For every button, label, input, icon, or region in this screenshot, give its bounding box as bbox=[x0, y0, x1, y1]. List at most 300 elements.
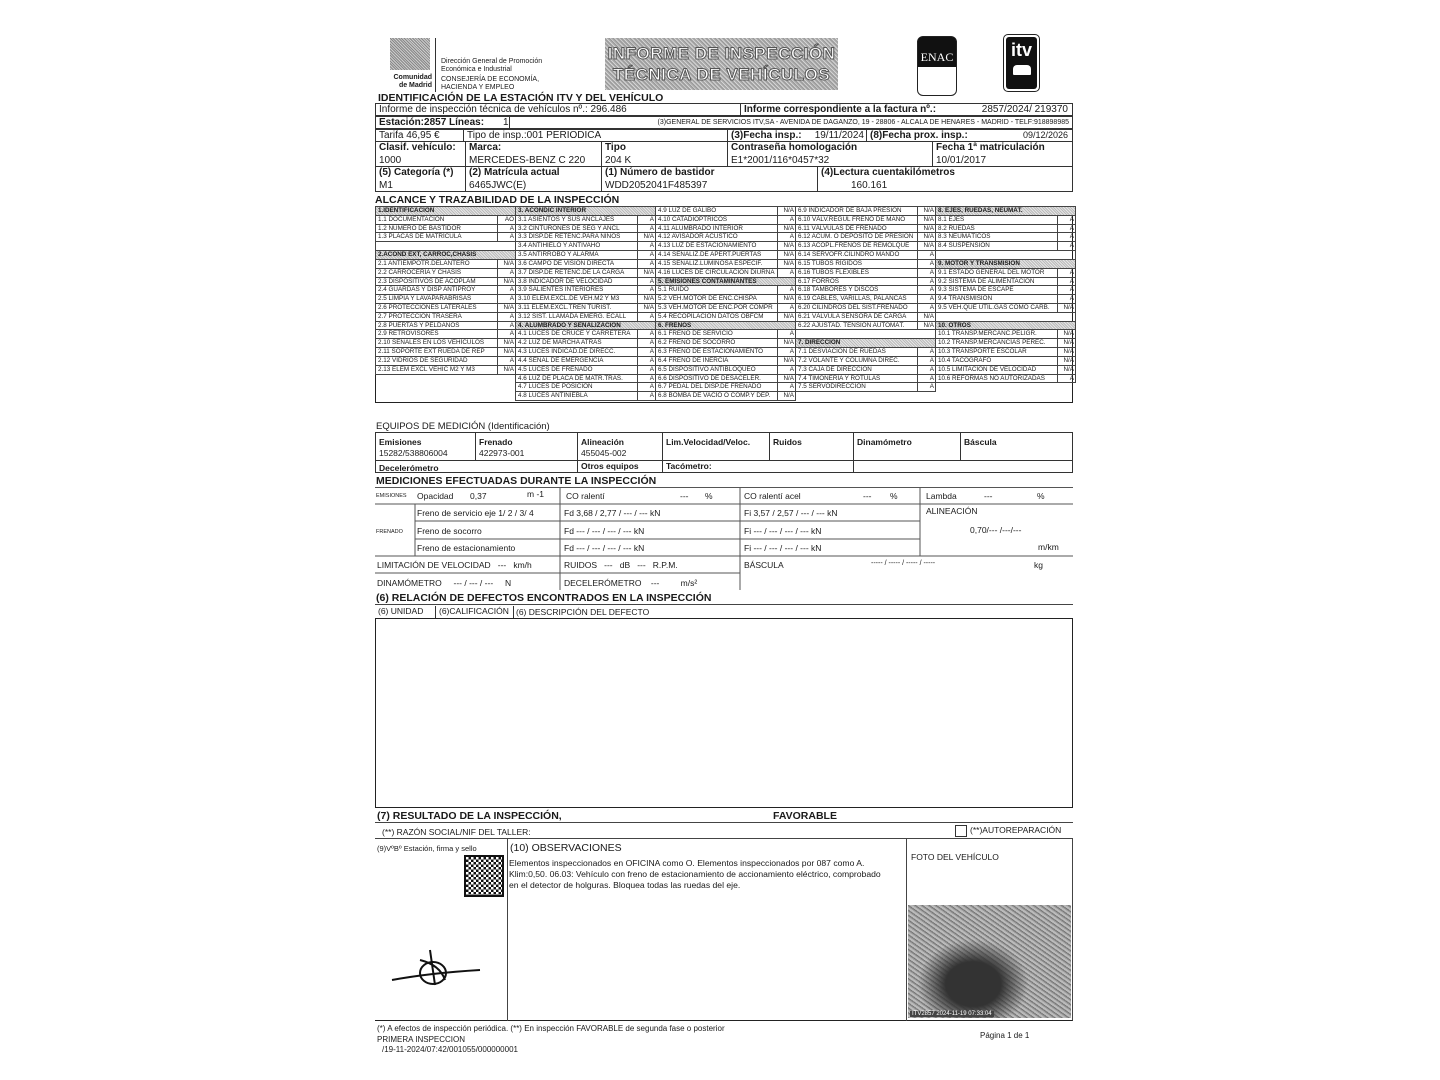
scope-item-result: A bbox=[777, 304, 794, 312]
scope-item-result: N/A bbox=[777, 225, 794, 233]
scope-item-label: 9.3 SISTEMA DE ESCAPE bbox=[938, 286, 1014, 294]
scope-item-label: 4.4 SEÑAL DE EMERGENCIA bbox=[518, 356, 604, 364]
equip-alineacion bbox=[577, 432, 663, 461]
scope-item-result: N/A bbox=[637, 269, 654, 277]
scope-item-result: A bbox=[917, 366, 934, 374]
scope-item-label: 8.1 EJES bbox=[938, 215, 965, 223]
matricula-label: (2) Matrícula actual bbox=[469, 167, 560, 178]
scope-item-label: 8.2 RUEDAS bbox=[938, 224, 975, 232]
scope-item-result: A bbox=[637, 225, 654, 233]
scope-item-label: 6.2 FRENO DE SOCORRO bbox=[658, 339, 736, 347]
equip-decelerometro: Decelerómetro bbox=[375, 460, 578, 473]
scope-item-result: A bbox=[777, 383, 794, 391]
scope-item-result: N/A bbox=[497, 278, 514, 286]
scope-item-label: 6.14 SERVOFR.CILINDRO MANDO bbox=[798, 251, 900, 259]
scope-item-result: A bbox=[917, 278, 934, 286]
scope-item-result: N/A bbox=[497, 366, 514, 374]
scope-item-label: 7.2 VOLANTE Y COLUMNA DIREC. bbox=[798, 356, 900, 364]
scope-item-label: 6.4 FRENO DE INERCIA bbox=[658, 356, 729, 364]
scope-item-label: 2.5 LIMPIA Y LAVAPARABRISAS bbox=[378, 295, 472, 303]
scope-item-label: 9.2 SISTEMA DE ALIMENTACIÓN bbox=[938, 277, 1035, 285]
scope-item-label: 4.15 SEÑALIZ.LUMINOSA ESPECIF. bbox=[658, 259, 763, 267]
result-label: (7) RESULTADO DE LA INSPECCIÓN, bbox=[377, 810, 562, 822]
scope-item-label: 4.5 LUCES DE FRENADO bbox=[518, 365, 593, 373]
scope-item bbox=[935, 374, 1076, 384]
scope-item-label: 9. MOTOR Y TRANSMISIÓN bbox=[938, 259, 1020, 267]
scope-item-result: A bbox=[497, 313, 514, 321]
equip-dinamometro bbox=[853, 432, 961, 461]
bascula-value: ----- / ----- / ----- / ----- bbox=[871, 560, 936, 567]
lambda-label: Lambda bbox=[926, 491, 957, 501]
scope-item-result: A bbox=[777, 330, 794, 338]
scope-item-label: 6.19 CABLES, VARILLAS, PALANCAS bbox=[798, 295, 907, 303]
scope-item-label: 2.12 VIDRIOS DE SEGURIDAD bbox=[378, 356, 468, 364]
scope-item-label: 5.1 RUIDO bbox=[658, 286, 689, 294]
scope-item-label: 5. EMISIONES CONTAMINANTES bbox=[658, 277, 757, 285]
scope-item bbox=[795, 382, 936, 392]
scope-item-label: 6.13 ACOPL.FRENOS DE REMOLQUE bbox=[798, 242, 910, 250]
scope-item-result: N/A bbox=[777, 392, 794, 400]
bastidor-cell bbox=[601, 166, 818, 192]
scope-item-result: A bbox=[637, 286, 654, 294]
scope-item-label: 3.3 DISP.DE RETENC.PARA NIÑOS bbox=[518, 233, 621, 241]
fd-socorro: Fd --- / --- / --- / --- kN bbox=[564, 526, 645, 536]
scope-item-label: 6.10 VÁLV.REGUL FRENO DE MANO bbox=[798, 215, 906, 223]
scope-item-label: 10.5 LIMITACIÓN DE VELOCIDAD bbox=[938, 365, 1037, 373]
scope-item-label: 6.12 ACUM. O DEPÓSITO DE PRESIÓN bbox=[798, 233, 914, 241]
scope-item-result: A bbox=[637, 366, 654, 374]
marca-value: MERCEDES-BENZ C 220 bbox=[469, 155, 586, 166]
scope-item-label: 6.16 TUBOS FLEXIBLES bbox=[798, 268, 869, 276]
measurements-grid bbox=[375, 487, 1073, 590]
org-line: HACIENDA Y EMPLEO bbox=[441, 84, 515, 91]
qr-code-icon bbox=[466, 857, 502, 895]
fi-servicio: Fi 3,57 / 2,57 / --- / --- kN bbox=[744, 508, 838, 518]
scope-item-result: A bbox=[497, 322, 514, 330]
scope-item-result: N/A bbox=[777, 207, 794, 215]
scope-item-label: 6.6 DISPOSITIVO DE DESACELER. bbox=[658, 374, 761, 382]
scope-item-label: 3.9 SALIENTES INTERIORES bbox=[518, 286, 604, 294]
scope-item-label: 3.8 INDICADOR DE VELOCIDAD bbox=[518, 277, 613, 285]
scope-item-label: 4.13 LUZ DE ESTACIONAMIENTO bbox=[658, 242, 757, 250]
decelerometro: DECELERÓMETRO --- m/s² bbox=[564, 578, 698, 588]
scope-item-label: 6.9 INDICADOR DE BAJA PRESIÓN bbox=[798, 207, 902, 214]
scope-item-result: A bbox=[917, 383, 934, 391]
scope-item-label: 3.2 CINTURONES DE SEG Y ANCL bbox=[518, 224, 620, 232]
emisiones-tag: EMISIONES bbox=[376, 493, 407, 499]
report-number: Informe de inspección técnica de vehículos nº.: 296.486 bbox=[375, 103, 741, 116]
invoice-value: 2857/2024/ 219370 bbox=[981, 104, 1068, 115]
scope-item-label: 6.11 VÁLVULAS DE FRENADO bbox=[798, 224, 887, 232]
scope-item-result: A bbox=[777, 286, 794, 294]
scope-item-result: A bbox=[637, 339, 654, 347]
scope-item-label: 10.2 TRANSP.MERCANCÍAS PEREC. bbox=[938, 339, 1046, 347]
station-label: Estación:2857 Líneas: bbox=[375, 116, 510, 129]
scope-item-result: A bbox=[1057, 375, 1074, 383]
org-line: Dirección General de Promoción bbox=[441, 58, 543, 65]
scope-item-label: 4.1 LUCES DE CRUCE Y CARRETERA bbox=[518, 330, 631, 338]
co-ralenti-label: CO ralentí bbox=[566, 491, 605, 501]
scope-item-label: 2.10 SEÑALES EN LOS VEHÍCULOS bbox=[378, 339, 485, 347]
scope-item-label: 3.4 ANTIHIELO Y ANTIVAHO bbox=[518, 242, 601, 250]
vehicle-photo bbox=[908, 905, 1071, 1018]
scope-item-result: A bbox=[917, 269, 934, 277]
scope-item-result: N/A bbox=[777, 251, 794, 259]
scope-item-result: A bbox=[497, 330, 514, 338]
station-lines: 1 bbox=[503, 117, 509, 128]
equip-frenado bbox=[475, 432, 578, 461]
scope-item-label: 4.8 LUCES ANTINIEBLA bbox=[518, 392, 588, 400]
scope-item-result: A bbox=[1057, 233, 1074, 241]
org-text bbox=[441, 58, 542, 92]
equip-emisiones-label: Emisiones bbox=[379, 437, 422, 447]
observations-title: (10) OBSERVACIONES bbox=[510, 842, 622, 854]
scope-item-result: N/A bbox=[1057, 357, 1074, 365]
tipo-label: Tipo bbox=[605, 142, 626, 153]
freno-servicio-label: Freno de servicio eje 1/ 2 / 3/ 4 bbox=[417, 508, 534, 518]
scope-item-result: A bbox=[917, 348, 934, 356]
scope-item-result: N/A bbox=[1057, 304, 1074, 312]
scope-item-result: A bbox=[1057, 286, 1074, 294]
scope-item-result: N/A bbox=[777, 242, 794, 250]
scope-item-result: N/A bbox=[497, 339, 514, 347]
scope-item-label: 4.12 AVISADOR ACÚSTICO bbox=[658, 233, 738, 241]
invoice-label: Informe correspondiente a la factura nº.: bbox=[740, 103, 1073, 116]
scope-item-label: 3.5 ANTIRROBO Y ALARMA bbox=[518, 251, 599, 259]
lambda-value: --- bbox=[984, 491, 993, 501]
homologacion-value: E1*2001/116*0457*32 bbox=[731, 155, 830, 166]
scope-item-result: A bbox=[497, 233, 514, 241]
scope-item-label: 5.2 VEH.MOTOR DE ENC.CHISPA bbox=[658, 295, 757, 303]
scope-item-result: A bbox=[637, 330, 654, 338]
scope-item-result: A bbox=[637, 375, 654, 383]
clasificacion-cell bbox=[375, 141, 466, 167]
scope-item-result: A bbox=[497, 357, 514, 365]
scope-item-result: N/A bbox=[917, 225, 934, 233]
scope-item-label: 10.4 TACÓGRAFO bbox=[938, 356, 992, 364]
scope-item-result: N/A bbox=[777, 295, 794, 303]
scope-item-label: 3.7 DISP.DE RETENC.DE LA CARGA bbox=[518, 268, 625, 276]
ruidos: RUIDOS --- dB --- R.P.M. bbox=[564, 560, 678, 570]
tipo-value: 204 K bbox=[605, 155, 632, 166]
scope-item-result: A bbox=[637, 216, 654, 224]
page-number: Página 1 de 1 bbox=[980, 1031, 1030, 1040]
scope-item-label: 6.15 TUBOS RÍGIDOS bbox=[798, 259, 862, 267]
document-title-banner bbox=[605, 38, 838, 90]
fecha-inspeccion-label: (3)Fecha insp.: bbox=[731, 130, 802, 141]
scope-item-label: 5.4 RECOPILACIÓN DATOS OBFCM bbox=[658, 312, 764, 320]
freno-estac-label: Freno de estacionamiento bbox=[417, 543, 516, 553]
scope-item-result: A bbox=[637, 383, 654, 391]
scope-item-label: 1.1 DOCUMENTACIÓN bbox=[378, 215, 445, 223]
scope-item-result: N/A bbox=[1057, 366, 1074, 374]
scope-item-label: 6.20 CILINDROS DEL SIST.FRENADO bbox=[798, 304, 908, 311]
co-acel-value: --- bbox=[863, 491, 872, 501]
scope-item-label: 4.6 LUZ DE PLACA DE MATR.TRAS. bbox=[518, 374, 623, 382]
scope-item-result: N/A bbox=[917, 322, 934, 330]
freno-socorro-label: Freno de socorro bbox=[417, 526, 482, 536]
scope-item-result: N/A bbox=[1057, 348, 1074, 356]
enac-logo-text: ENAC bbox=[918, 37, 956, 67]
equip-bascula bbox=[960, 432, 1073, 461]
equip-frenado-label: Frenado bbox=[479, 437, 513, 447]
scope-item-label: 7.1 DESVIACIÓN DE RUEDAS bbox=[798, 348, 886, 356]
scope-item-result: N/A bbox=[497, 348, 514, 356]
taller-label: (**) RAZÓN SOCIAL/NIF DEL TALLER: bbox=[382, 827, 531, 837]
obs-divider-right bbox=[906, 838, 907, 1021]
scope-item-result: AO bbox=[497, 216, 514, 224]
scope-item-result: A bbox=[1057, 216, 1074, 224]
categoria-cell bbox=[375, 166, 466, 192]
scope-item-result: N/A bbox=[777, 357, 794, 365]
result-value: FAVORABLE bbox=[773, 810, 837, 822]
tipo-cell bbox=[601, 141, 728, 167]
co-ralenti-unit: % bbox=[705, 491, 713, 501]
fi-estac: Fi --- / --- / --- / --- kN bbox=[744, 543, 822, 553]
scope-item-label: 6.17 FORROS bbox=[798, 277, 839, 285]
fecha-inspeccion: 19/11/2024 bbox=[814, 130, 864, 141]
equip-ruidos-label: Ruidos bbox=[773, 437, 802, 447]
scope-item-result: A bbox=[777, 269, 794, 277]
fi-socorro: Fi --- / --- / --- / --- kN bbox=[744, 526, 822, 536]
equip-alineacion-label: Alineación bbox=[581, 437, 624, 447]
comunidad-madrid-logo bbox=[390, 38, 430, 70]
scope-item-result: A bbox=[1057, 242, 1074, 250]
scope-item-label: 6.8 BOMBA DE VACÍO O COMP.Y DEP. bbox=[658, 392, 771, 400]
scope-item-label: 4.14 SEÑALIZ.DE APERT.PUERTAS bbox=[658, 251, 762, 259]
equip-blank bbox=[853, 460, 1073, 473]
fd-servicio: Fd 3,68 / 2,77 / --- / --- kN bbox=[564, 508, 661, 518]
scope-item bbox=[655, 391, 796, 401]
scope-item-label: 3.11 ELEM.EXCL.TREN TURIST. bbox=[518, 304, 612, 311]
scope-item-label: 4.2 LUZ DE MARCHA ATRAS bbox=[518, 339, 602, 347]
scope-item-result: A bbox=[917, 375, 934, 383]
alineacion-value: 0,70/--- /---/--- bbox=[970, 525, 1022, 535]
scope-item-label: 2.6 PROTECCIONES LATERALES bbox=[378, 304, 477, 311]
clasificacion-label: Clasif. vehículo: bbox=[379, 142, 456, 153]
scope-item-label: 8. EJES, RUEDAS, NEUMÁT. bbox=[938, 207, 1023, 214]
enac-logo bbox=[917, 36, 957, 96]
scope-item-label: 3. ACONDIC INTERIOR bbox=[518, 207, 586, 214]
obs-divider-left bbox=[507, 838, 508, 1021]
scope-item-result: A bbox=[497, 225, 514, 233]
scope-item-label: 2.ACOND EXT, CARROC,CHASIS bbox=[378, 251, 477, 259]
scope-item-label: 4. ALUMBRADO Y SEÑALIZACIÓN bbox=[518, 321, 621, 329]
scope-item-label: 7.4 TIMONERÍA Y RÓTULAS bbox=[798, 374, 881, 382]
lambda-unit: % bbox=[1037, 491, 1045, 501]
scope-item-label: 2.7 PROTECCIÓN TRASERA bbox=[378, 312, 462, 320]
equip-frenado-value: 422973-001 bbox=[479, 448, 525, 458]
document-title-line1: INFORME DE INSPECCIÓN bbox=[607, 44, 836, 63]
tarifa: Tarifa 46,95 € bbox=[375, 129, 464, 142]
scope-item-result: N/A bbox=[777, 260, 794, 268]
autoreparacion-label: (**)AUTOREPARACIÓN bbox=[970, 825, 1062, 835]
scope-table bbox=[375, 206, 1073, 403]
dinamometro: DINAMÓMETRO --- / --- / --- N bbox=[377, 578, 512, 588]
observation-line: Klim:0,50. 06.03: Vehículo con freno de estacionamiento de accionamiento eléctrico, comprobado bbox=[509, 869, 881, 879]
scope-item-label: 10.1 TRANSP.MERCANC.PELIGR. bbox=[938, 330, 1037, 338]
measurements-grid-lines bbox=[375, 487, 1073, 590]
scope-item bbox=[515, 391, 656, 401]
defects-col-calificacion: (6)CALIFICACIÓN bbox=[435, 606, 514, 619]
scope-item-label: 2.11 SOPORTE EXT RUEDA DE REP bbox=[378, 348, 485, 356]
scope-item-label: 3.10 ELEM.EXCL.DE VEH.M2 Y M3 bbox=[518, 295, 620, 303]
scope-item-label: 9.4 TRANSMISIÓN bbox=[938, 295, 993, 303]
equip-limvel-label: Lim.Velocidad/Veloc. bbox=[666, 437, 751, 447]
kilometros-value: 160.161 bbox=[851, 180, 888, 191]
logo-divider bbox=[435, 38, 436, 92]
scope-item-label: 10.6 REFORMAS NO AUTORIZADAS bbox=[938, 374, 1045, 382]
scope-item-result: A bbox=[1057, 269, 1074, 277]
scope-item-label: 2.1 ANTIEMPOTR.DELANTERO bbox=[378, 259, 470, 267]
scope-item-label: 6.1 FRENO DE SERVICIO bbox=[658, 330, 733, 338]
bascula-label: BÁSCULA bbox=[744, 560, 784, 570]
scope-item-label: 6.5 DISPOSITIVO ANTIBLOQUEO bbox=[658, 365, 756, 373]
alineacion-unit: m/km bbox=[1038, 542, 1059, 552]
scope-item-result: A bbox=[917, 251, 934, 259]
scope-item-label: 7. DIRECCIÓN bbox=[798, 339, 841, 347]
marca-cell bbox=[465, 141, 602, 167]
scope-item-label: 6.22 AJUSTAD. TENSIÓN AUTOMÁT. bbox=[798, 321, 905, 329]
scope-item-result: N/A bbox=[917, 207, 934, 215]
bastidor-label: (1) Número de bastidor bbox=[605, 167, 715, 178]
observations-text bbox=[509, 858, 881, 891]
scope-item-label: 2.9 RETROVISORES bbox=[378, 330, 439, 338]
scope-item-result: N/A bbox=[637, 233, 654, 241]
signature-icon bbox=[390, 945, 490, 990]
scope-item-result: A bbox=[777, 216, 794, 224]
scope-item-label: 6.18 TAMBORES Y DISCOS bbox=[798, 286, 879, 294]
scope-item-label: 6.3 FRENO DE ESTACIONAMIENTO bbox=[658, 348, 764, 356]
car-icon bbox=[1013, 65, 1031, 75]
scope-item-label: 10.3 TRANSPORTE ESCOLAR bbox=[938, 348, 1027, 356]
categoria-value: M1 bbox=[379, 180, 393, 191]
defects-col-descripcion: (6) DESCRIPCIÓN DEL DEFECTO bbox=[516, 607, 650, 617]
station-address: (3)GENERAL DE SERVICIOS ITV,SA - AVENIDA DE DAGANZO, 19 - 28806 - ALCALA DE HENARES - MADRID - TELF:918898985 bbox=[509, 116, 1073, 129]
scope-item-label: 2.3 DISPOSITIVOS DE ACOPLAM bbox=[378, 277, 476, 285]
scope-item-label: 8.3 NEUMÁTICOS bbox=[938, 233, 991, 241]
scope-item-label: 4.3 LUCES INDICAD.DE DIRECC. bbox=[518, 348, 616, 356]
scope-item-result: A bbox=[497, 269, 514, 277]
scope-item-result: A bbox=[637, 357, 654, 365]
equip-ruidos bbox=[769, 432, 854, 461]
comunidad-madrid-label: Comunidad de Madrid bbox=[393, 74, 432, 89]
scope-item-label: 2.13 ELEM EXCL VEHIC M2 Y M3 bbox=[378, 365, 475, 373]
equip-otros: Otros equipos bbox=[577, 460, 663, 473]
scope-item-label: 4.11 ALUMBRADO INTERIOR bbox=[658, 224, 743, 232]
homologacion-cell bbox=[727, 141, 933, 167]
scope-item-label: 9.1 ESTADO GENERAL DEL MOTOR bbox=[938, 268, 1045, 276]
alineacion-label: ALINEACIÓN bbox=[926, 506, 978, 516]
autoreparacion-checkbox[interactable] bbox=[955, 825, 967, 837]
kilometros-cell bbox=[817, 166, 1073, 192]
scope-item-result: A bbox=[637, 260, 654, 268]
scope-item-result: A bbox=[637, 392, 654, 400]
equip-bascula-label: Báscula bbox=[964, 437, 997, 447]
scope-item-result: A bbox=[777, 366, 794, 374]
fecha-matriculacion-value: 10/01/2017 bbox=[936, 155, 987, 166]
homologacion-label: Contraseña homologación bbox=[731, 142, 858, 153]
scope-item-result: A bbox=[917, 286, 934, 294]
opacidad-value: 0,37 bbox=[470, 491, 487, 501]
matricula-cell bbox=[465, 166, 602, 192]
scope-item-label: 7.5 SERVODIRECCIÓN bbox=[798, 383, 866, 391]
bascula-unit: kg bbox=[1034, 560, 1043, 570]
scope-item-label: 6. FRENOS bbox=[658, 321, 692, 329]
scope-item-result: A bbox=[1057, 278, 1074, 286]
scope-item-label: 6.7 PEDAL DEL DISP.DE FRENADO bbox=[658, 383, 762, 391]
scope-item-result: A bbox=[777, 233, 794, 241]
scope-item-result: A bbox=[777, 348, 794, 356]
bastidor-value: WDD2052041F485397 bbox=[605, 180, 708, 191]
fecha-proxima: 09/12/2026 bbox=[1022, 130, 1068, 140]
scope-item-result: N/A bbox=[497, 304, 514, 312]
equip-emisiones-value: 15282/538806004 bbox=[379, 448, 448, 458]
scope-item-label: 3.6 CAMPO DE VISIÓN DIRECTA bbox=[518, 259, 615, 267]
defects-box bbox=[375, 618, 1073, 808]
scope-item-label: 2.2 CARROCERÍA Y CHASIS bbox=[378, 268, 462, 276]
scope-item-result: N/A bbox=[637, 295, 654, 303]
fecha-matriculacion-label: Fecha 1ª matriculación bbox=[936, 142, 1045, 153]
scope-item-label: 3.12 SIST. LLAMADA EMERG. ECALL bbox=[518, 312, 627, 320]
scope-item-label: 3.1 ASIENTOS Y SUS ANCLAJES bbox=[518, 215, 615, 223]
scope-item-label: 4.10 CATADIÓPTRICOS bbox=[658, 215, 728, 223]
scope-item-label: 4.9 LUZ DE GÁLIBO bbox=[658, 207, 717, 214]
scope-item-label: 1.IDENTIFICACIÓN bbox=[378, 207, 435, 214]
scope-item-result: A bbox=[917, 260, 934, 268]
scope-item-result: A bbox=[637, 278, 654, 286]
frenado-tag: FRENADO bbox=[376, 529, 403, 535]
scope-title: ALCANCE Y TRAZABILIDAD DE LA INSPECCIÓN bbox=[375, 194, 620, 206]
identification-title: IDENTIFICACIÓN DE LA ESTACIÓN ITV Y DEL VEHÍCULO bbox=[378, 92, 664, 104]
scope-item-result: A bbox=[917, 304, 934, 312]
scope-item-label: 2.8 PUERTAS Y PELDAÑOS bbox=[378, 321, 460, 329]
scope-item-label: 4.7 LUCES DE POSICIÓN bbox=[518, 383, 593, 391]
tipo-inspeccion: Tipo de insp.:001 PERIODICA bbox=[463, 129, 728, 142]
observation-line: en el detector de holguras. Bloquea todas las ruedas del eje. bbox=[509, 880, 741, 890]
scope-item-result: N/A bbox=[917, 216, 934, 224]
co-ralenti-value: --- bbox=[680, 491, 689, 501]
equip-alineacion-value: 455045-002 bbox=[581, 448, 627, 458]
defects-title-rule bbox=[375, 604, 1073, 605]
fecha-proxima-label: (8)Fecha prox. insp.: bbox=[870, 130, 968, 141]
scope-item-result: N/A bbox=[637, 304, 654, 312]
co-acel-unit: % bbox=[890, 491, 898, 501]
org-line: Económica e Industrial bbox=[441, 66, 512, 73]
scope-item-result: A bbox=[1057, 295, 1074, 303]
scope-item-label: 8.4 SUSPENSIÓN bbox=[938, 242, 990, 250]
scope-item-label: 5.3 VEH.MOTOR DE ENC.POR COMPR bbox=[658, 304, 773, 311]
scope-item-result: N/A bbox=[1057, 339, 1074, 347]
equip-emisiones bbox=[375, 432, 476, 461]
kilometros-label: (4)Lectura cuentakilómetros bbox=[821, 167, 955, 178]
opacidad-unit: m -1 bbox=[527, 489, 544, 499]
org-line: CONSEJERÍA DE ECONOMÍA, bbox=[441, 76, 540, 83]
scope-item bbox=[375, 365, 516, 375]
scope-item-result: A bbox=[1057, 225, 1074, 233]
defects-title: (6) RELACIÓN DE DEFECTOS ENCONTRADOS EN LA INSPECCIÓN bbox=[376, 592, 712, 604]
measurements-title: MEDICIONES EFECTUADAS DURANTE LA INSPECCIÓN bbox=[376, 475, 657, 487]
co-acel-label: CO ralentí acel bbox=[744, 491, 801, 501]
photo-label: FOTO DEL VEHÍCULO bbox=[911, 852, 999, 862]
scope-item-result: A bbox=[637, 313, 654, 321]
limitacion-velocidad: LIMITACIÓN DE VELOCIDAD --- km/h bbox=[377, 560, 532, 570]
document-title-line2: TÉCNICA DE VEHÍCULOS bbox=[612, 65, 831, 84]
scope-item-result: N/A bbox=[917, 313, 934, 321]
scope-item-result: A bbox=[637, 251, 654, 259]
scope-item-label: 7.3 CAJA DE DIRECCIÓN bbox=[798, 365, 872, 373]
scope-item-label: 1.2 NÚMERO DE BASTIDOR bbox=[378, 224, 461, 232]
